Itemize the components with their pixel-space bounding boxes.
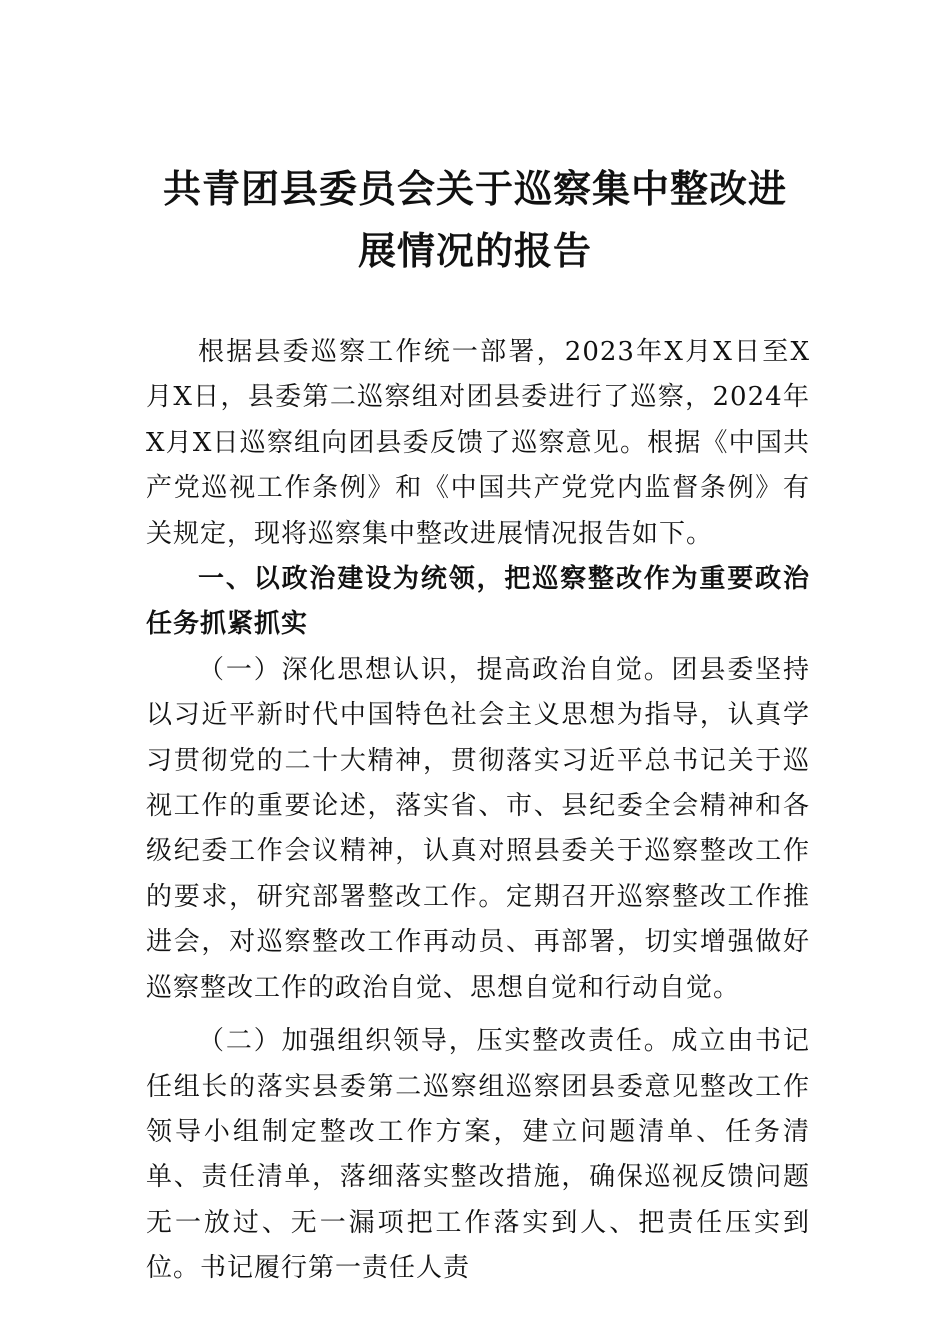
document-title: 共青团县委员会关于巡察集中整改进展情况的报告 (162, 166, 787, 273)
subsection-text-2: 成立由书记任组长的落实县委第二巡察组巡察团县委意见整改工作领导小组制定整改工作方案，建立问题清单、任务清单、责任清单，落细落实整改措施，确保巡视反馈问题无一放过、无一漏项把工作落实到人、把责任压实到位。书记履行第一责任人责 (146, 1026, 810, 1284)
section-heading-1: 一、以政治建设为统领，把巡察整改作为重要政治任务抓紧抓实 (146, 564, 810, 640)
subsection-lead-2: （二）加强组织领导，压实整改责任。 (198, 1026, 672, 1057)
subsection-lead-1: （一）深化思想认识，提高政治自觉。 (198, 654, 672, 685)
subsection-paragraph-1 (146, 648, 810, 1011)
intro-paragraph: 根据县委巡察工作统一部署，2023年X月X日至X月X日，县委第二巡察组对团县委进行了巡察，2024年X月X日巡察组向团县委反馈了巡察意见。根据《中国共产党巡视工作条例》和《中国共产党党内监督条例》有关规定，现将巡察集中整改进展情况报告如下。 (146, 337, 810, 549)
document-body (146, 330, 810, 1292)
subsection-text-1: 团县委坚持以习近平新时代中国特色社会主义思想为指导，认真学习贯彻党的二十大精神，贯彻落实习近平总书记关于巡视工作的重要论述，落实省、市、县纪委全会精神和各级纪委工作会议精神，认真对照县委关于巡察整改工作的要求，研究部署整改工作。定期召开巡察整改工作推进会，对巡察整改工作再动员、再部署，切实增强做好巡察整改工作的政治自觉、思想自觉和行动自觉。 (146, 654, 810, 1003)
subsection-paragraph-2 (146, 1019, 810, 1291)
